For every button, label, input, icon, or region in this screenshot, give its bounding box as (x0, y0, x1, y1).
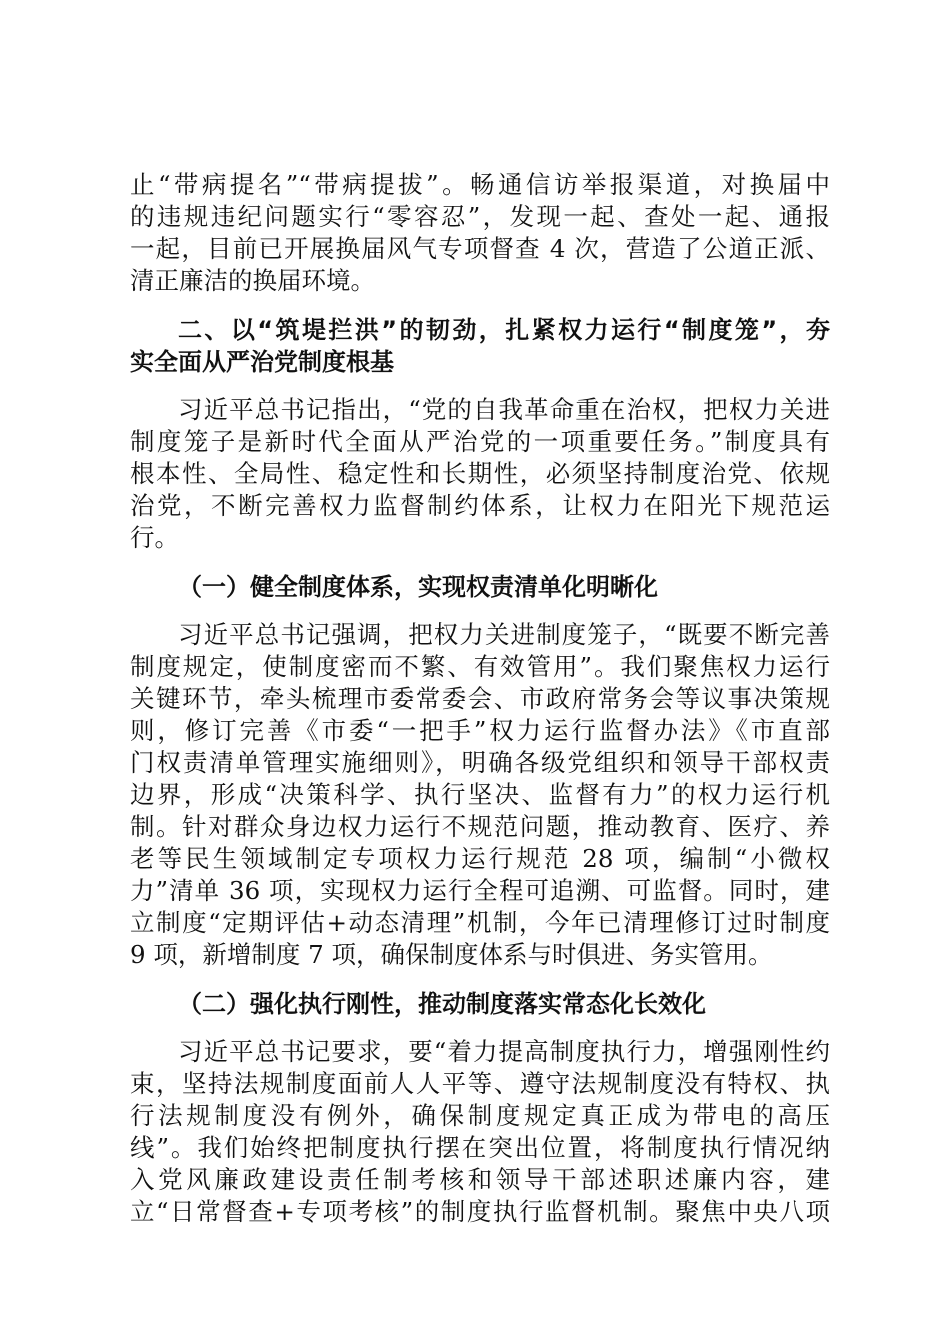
body-text-line: 制度笼子是新时代全面从严治党的一项重要任务。”制度具有 (130, 427, 830, 456)
body-text-line: 制。针对群众身边权力运行不规范问题，推动教育、医疗、养 (130, 812, 830, 841)
body-text-line: 则，修订完善《市委“一把手”权力运行监督办法》《市直部 (130, 716, 830, 745)
body-text-line: 习近平总书记强调，把权力关进制度笼子，“既要不断完善 (178, 620, 830, 649)
body-text-line: 边界，形成“决策科学、执行坚决、监督有力”的权力运行机 (130, 780, 830, 809)
body-text-line: 9 项，新增制度 7 项，确保制度体系与时俱进、务实管用。 (130, 940, 773, 969)
body-text-line: 立“日常督查+专项考核”的制度执行监督机制。聚焦中央八项 (130, 1197, 830, 1226)
body-text-line: 束，坚持法规制度面前人人平等、遵守法规制度没有特权、执 (130, 1069, 830, 1098)
body-text-line: 根本性、全局性、稳定性和长期性，必须坚持制度治党、依规 (130, 459, 830, 488)
body-text-line: 行法规制度没有例外，确保制度规定真正成为带电的高压 (130, 1101, 830, 1130)
body-text-line: 习近平总书记要求，要“着力提高制度执行力，增强刚性约 (178, 1037, 830, 1066)
body-text-line: 立制度“定期评估+动态清理”机制，今年已清理修订过时制度 (130, 908, 830, 937)
body-text-line: 习近平总书记指出，“党的自我革命重在治权，把权力关进 (178, 395, 830, 424)
section-heading: 实全面从严治党制度根基 (130, 348, 394, 376)
subsection-heading: （二）强化执行刚性，推动制度落实常态化长效化 (178, 990, 706, 1018)
body-text-line: 一起，目前已开展换届风气专项督查 4 次，营造了公道正派、 (130, 234, 830, 263)
body-text-line: 门权责清单管理实施细则》，明确各级党组织和领导干部权责 (130, 748, 830, 777)
body-text-line: 老等民生领域制定专项权力运行规范 28 项，编制“小微权 (130, 844, 830, 873)
body-text-line: 行。 (130, 523, 179, 552)
body-text-line: 清正廉洁的换届环境。 (130, 266, 375, 295)
body-text-line: 入党风廉政建设责任制考核和领导干部述职述廉内容，建 (130, 1165, 830, 1194)
body-text-line: 力”清单 36 项，实现权力运行全程可追溯、可监督。同时，建 (130, 876, 830, 905)
body-text-line: 的违规违纪问题实行“零容忍”，发现一起、查处一起、通报 (130, 202, 830, 231)
body-text-line: 关键环节，牵头梳理市委常委会、市政府常务会等议事决策规 (130, 684, 830, 713)
body-text-line: 制度规定，使制度密而不繁、有效管用”。我们聚焦权力运行 (130, 652, 830, 681)
body-text-line: 线”。我们始终把制度执行摆在突出位置，将制度执行情况纳 (130, 1133, 830, 1162)
section-heading: 二、以“筑堤拦洪”的韧劲，扎紧权力运行“制度笼”，夯 (178, 316, 830, 344)
body-text-line: 治党，不断完善权力监督制约体系，让权力在阳光下规范运 (130, 491, 830, 520)
subsection-heading: （一）健全制度体系，实现权责清单化明晰化 (178, 573, 658, 601)
body-text-line: 止“带病提名”“带病提拔”。畅通信访举报渠道，对换届中 (130, 170, 830, 199)
